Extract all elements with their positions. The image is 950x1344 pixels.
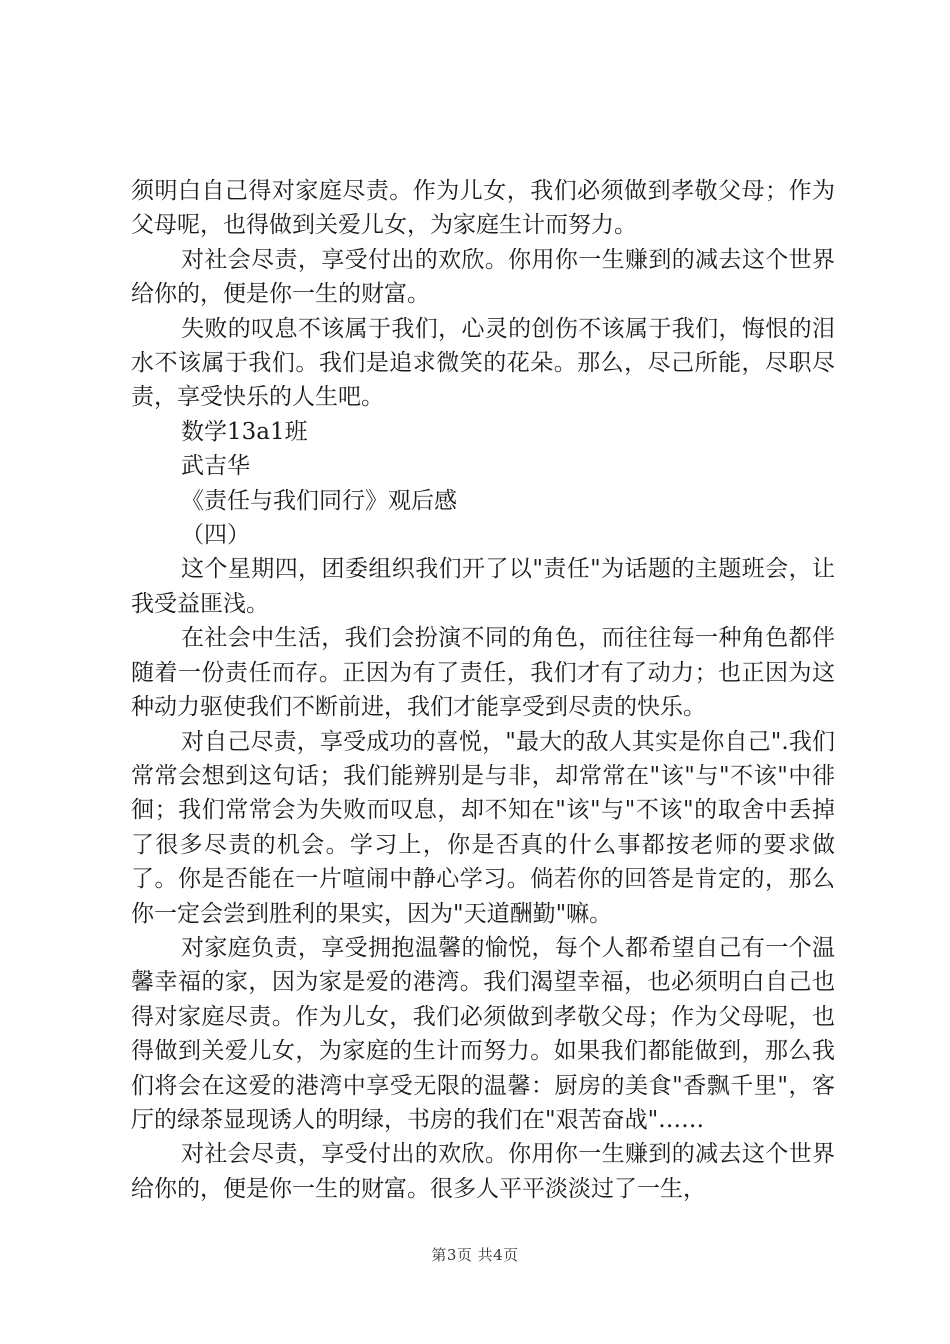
author-name: 武吉华	[181, 453, 250, 480]
paragraph: 对家庭负责，享受拥抱温馨的愉悦，每个人都希望自己有一个温馨幸福的家，因为家是爱的港湾。我们渴望幸福，也必须明白自己也得对家庭尽责。作为儿女，我们必须做到孝敬父母；作为父母呢，也得做到关爱儿女，为家庭的生计而努力。如果我们都能做到，那么我们将会在这爱的港湾中享受无限的温馨：厨房的美食"香飘千里"，客厅的绿茶显现诱人的明绿，书房的我们在"艰苦奋战"……	[131, 934, 835, 1133]
author-class: 数学13a1班	[181, 418, 308, 445]
section-number: （四）	[181, 522, 250, 549]
paragraph-continuation: 须明白自己得对家庭尽责。作为儿女，我们必须做到孝敬父母；作为父母呢，也得做到关爱儿女，为家庭生计而努力。	[131, 178, 835, 239]
paragraph: 在社会中生活，我们会扮演不同的角色，而往往每一种角色都伴随着一份责任而存。正因为有了责任，我们才有了动力；也正因为这种动力驱使我们不断前进，我们才能享受到尽责的快乐。	[131, 625, 835, 721]
paragraph: 对社会尽责，享受付出的欢欣。你用你一生赚到的减去这个世界给你的，便是你一生的财富。很多人平平淡淡过了一生，	[131, 1141, 835, 1202]
essay-title: 《责任与我们同行》观后感	[181, 487, 457, 514]
page-footer: 第3页 共4页	[431, 1246, 519, 1264]
paragraph: 对社会尽责，享受付出的欢欣。你用你一生赚到的减去这个世界给你的，便是你一生的财富。	[131, 246, 835, 308]
document-body	[131, 174, 835, 1206]
paragraph: 失败的叹息不该属于我们，心灵的创伤不该属于我们，悔恨的泪水不该属于我们。我们是追求微笑的花朵。那么，尽己所能，尽职尽责，享受快乐的人生吧。	[131, 315, 835, 411]
paragraph: 对自己尽责，享受成功的喜悦，"最大的敌人其实是你自己".我们常常会想到这句话；我们能辨别是与非，却常常在"该"与"不该"中徘徊；我们常常会为失败而叹息，却不知在"该"与"不该"的取舍中丢掉了很多尽责的机会。学习上，你是否真的什么事都按老师的要求做了。你是否能在一片喧闹中静心学习。倘若你的回答是肯定的，那么你一定会尝到胜利的果实，因为"天道酬勤"嘛。	[131, 728, 835, 927]
paragraph: 这个星期四，团委组织我们开了以"责任"为话题的主题班会，让我受益匪浅。	[131, 556, 835, 617]
